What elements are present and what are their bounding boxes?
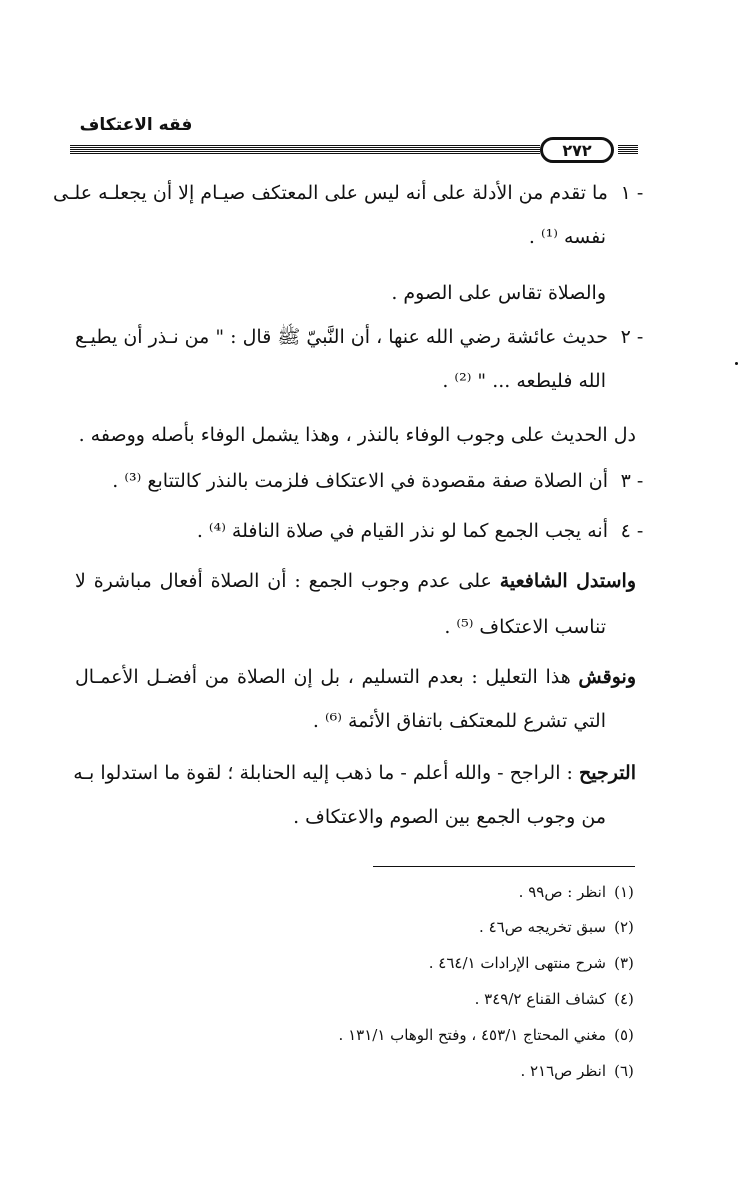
paragraph-shafii-line2: تناسب الاعتكاف ⁽⁵⁾ . [444,616,606,638]
item1-line2: نفسه ⁽¹⁾ . [528,226,606,248]
shafii-lead: واستدل الشافعية [499,570,637,592]
footnote [429,951,638,975]
footnote-text: انظر : ص٩٩ . [518,883,606,901]
page-number: ٢٧٢ [540,137,614,163]
footnote [475,987,638,1011]
paragraph-tarjih-line1 [75,758,636,788]
footnote [339,1023,638,1047]
paragraph-salat: والصلاة تقاس على الصوم . [391,282,606,304]
item1-line1: ما تقدم من الأدلة على أنه ليس على المعتكف صيـام إلا أن يجعلـه علـى [53,182,608,204]
footnote-separator [373,866,635,867]
item-number: ١ - [620,182,644,204]
footnote-text: سبق تخريجه ص٤٦ . [479,918,606,936]
running-header-title: فقه الاعتكاف [79,115,193,135]
footnote-text: كشاف القناع ٣٤٩/٢ . [474,990,606,1008]
footnote [479,915,638,939]
footnote-number: (١) [614,883,634,901]
nuqish-lead: ونوقش [578,666,636,688]
item-number: ٢ - [620,326,644,348]
footnote-text: مغني المحتاج ٤٥٣/١ ، وفتح الوهاب ١٣١/١ . [338,1026,606,1044]
footnote-text: انظر ص٢١٦ . [520,1062,606,1080]
paragraph-dall: دل الحديث على وجوب الوفاء بالنذر ، وهذا يشمل الوفاء بأصله ووصفه . [78,424,636,446]
footnote [520,1059,638,1083]
item-number: ٤ - [620,520,644,542]
footnote-number: (٤) [614,990,634,1008]
footnote-number: (٥) [614,1026,634,1044]
item3-line1: أن الصلاة صفة مقصودة في الاعتكاف فلزمت بالنذر كالتتابع ⁽³⁾ . [112,470,608,492]
margin-mark [735,362,738,365]
paragraph-nuqish-line1 [75,662,636,692]
footnote-number: (٦) [614,1062,634,1080]
item4-line1: أنه يجب الجمع كما لو نذر القيام في صلاة النافلة ⁽⁴⁾ . [196,520,608,542]
tarjih-lead: الترجيح [578,762,636,784]
item2-line2: الله فليطعه ... " ⁽²⁾ . [442,370,606,392]
footnote-number: (٢) [614,918,634,936]
footnote [519,880,638,904]
header-rule [70,145,540,154]
nuqish-text: هذا التعليل : بعدم التسليم ، بل إن الصلاة من أفضـل الأعمـال [75,666,579,688]
footnote-text: شرح منتهى الإرادات ٤٦٤/١ . [428,954,606,972]
item-number: ٣ - [620,470,644,492]
header-rule-right [618,145,638,154]
paragraph-tarjih-line2: من وجوب الجمع بين الصوم والاعتكاف . [293,806,606,828]
paragraph-nuqish-line2: التي تشرع للمعتكف باتفاق الأئمة ⁽⁶⁾ . [312,710,606,732]
item2-line1: حديث عائشة رضي الله عنها ، أن النَّبيّ ﷺ قال : " من نـذر أن يطيـع [75,326,608,348]
paragraph-shafii-line1 [75,566,636,596]
shafii-text: على عدم وجوب الجمع : أن الصلاة أفعال مباشرة لا [75,570,500,592]
tarjih-text: : الراجح - والله أعلم - ما ذهب إليه الحنابلة ؛ لقوة ما استدلوا بـه [73,762,579,784]
footnote-number: (٣) [614,954,634,972]
